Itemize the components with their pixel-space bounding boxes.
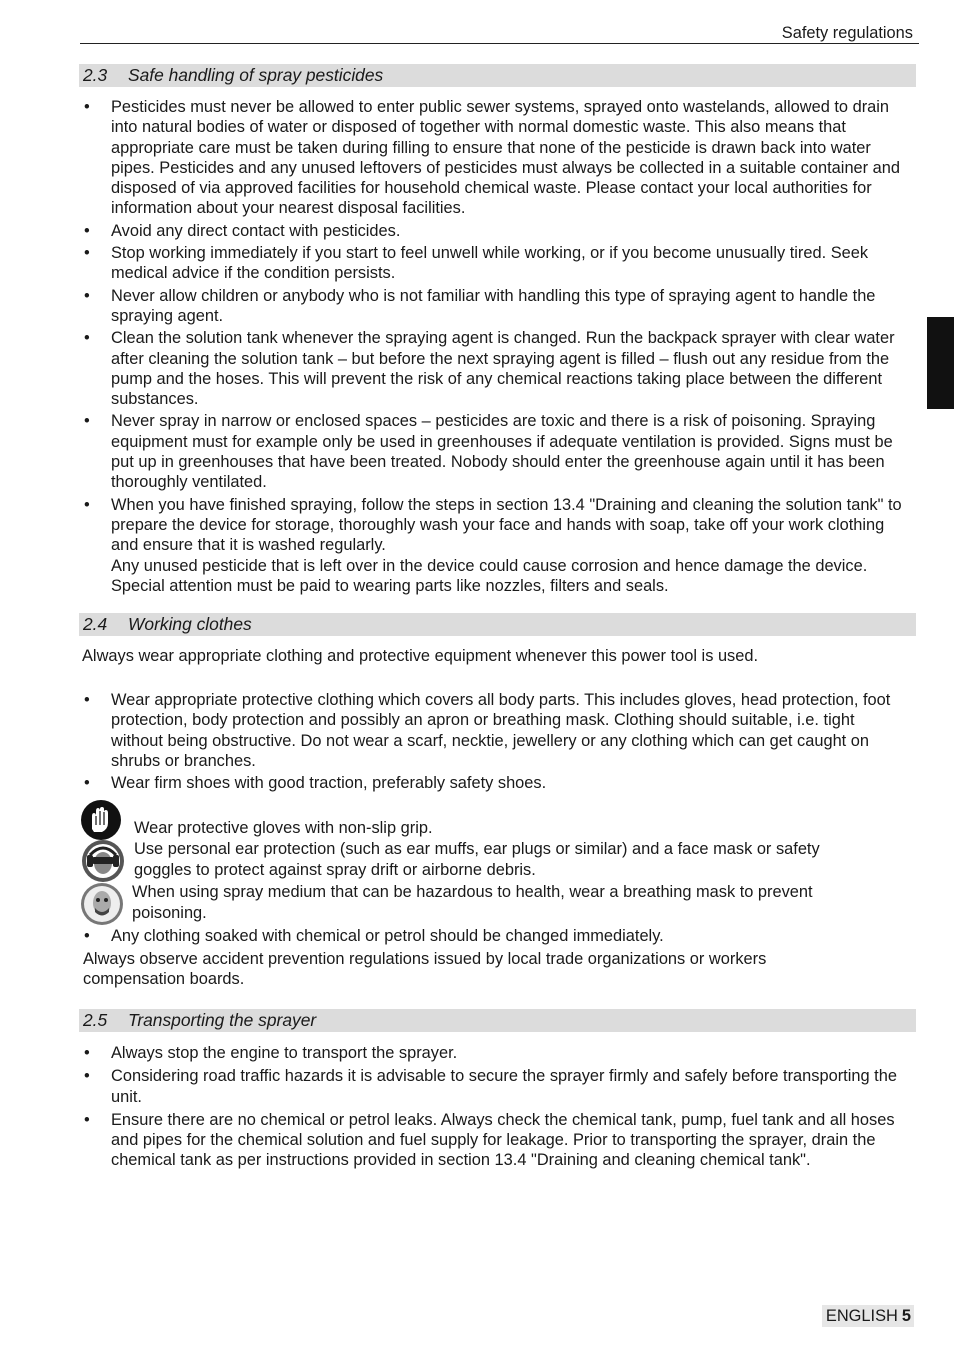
intro-paragraph: Always wear appropriate clothing and protective equipment whenever this power tool is used. [82, 647, 759, 665]
list-item: • Ensure there are no chemical or petrol leaks. Always check the chemical tank, pump, fuel tank and all hoses and pipes for the chemical solution and fuel supply for leakage. Prior to transporting the sprayer, drain the chemical tank as per instructions provided in section 13.4 "Draining and cleaning chemical tank". [84, 1110, 895, 1170]
list-item: • Never spray in narrow or enclosed spaces – pesticides are toxic and there is a risk of poisoning. Spraying equipment must for example only be used in greenhouses if adequate ventilation is provided. Signs must be put up in greenhouses that have been treated. Nobody should enter the greenhouse again until it has been thoroughly ventilated. [84, 412, 893, 492]
breathing-mask-icon [80, 882, 124, 931]
list-item: • Stop working immediately if you start to feel unwell while working, or if you become unusually tired. Seek medical advice if the condition persists. [84, 244, 869, 283]
footer-language: ENGLISH [825, 1307, 898, 1325]
list-item: • Never allow children or anybody who is not familiar with handling this type of spraying agent to handle the spraying agent. [84, 286, 876, 325]
section-title: Safe handling of spray pesticides [128, 65, 384, 85]
page-footer [822, 1305, 914, 1327]
list-item: • Clean the solution tank whenever the spraying agent is changed. Run the backpack sprayer with clear water after cleaning the solution tank – but before the next spraying agent is filled – flush out any residue from the pump and the hoses. This will prevent the risk of any chemical reactions taking place between the different substances. [84, 329, 895, 409]
list-item: • Wear appropriate protective clothing which covers all body parts. This includes gloves, head protection, foot protection, body protection and possibly an apron or breathing mask. Clothing should suitable, i.e. tight without being obstructive. Do not wear a scarf, necktie, jewellery or any clothing which can get caught on shrubs or branches. [84, 691, 891, 770]
list-item: • When you have finished spraying, follow the steps in section 13.4 "Draining and cleaning the solution tank" to prepare the device for storage, thoroughly wash your face and hands with soap, take off your work clothing and ensure that it is washed regularly. Any unused pesticide that is left over in the device could cause corrosion and hence damage the device. Special attention must be paid to wearing parts like nozzles, filters and seals. [79, 495, 915, 596]
instruction-text: poisoning. [132, 904, 207, 922]
pesticide-bullet-list [79, 97, 915, 598]
section-heading-2-5 [79, 1009, 916, 1032]
clothing-bullet-list [79, 690, 909, 795]
list-item: • Wear firm shoes with good traction, preferably safety shoes. [84, 774, 547, 793]
list-item: • Pesticides must never be allowed to enter public sewer systems, sprayed onto wastelands, allowed to drain into natural bodies of water or disposed of together with normal domestic waste. This also means that appropriate care must be taken during filling to ensure that none of the pesticide is drawn back into water pipes. Pesticides and any unused leftovers of pesticides must always be collected in a suitable container and disposed of via approved facilities for household chemical waste. Please contact your local authorities for information about your nearest disposal facilities. [84, 98, 901, 218]
page-number: 5 [901, 1307, 911, 1325]
section-number: 2.4 [83, 614, 108, 634]
clothing-bullet-list-2 [79, 926, 919, 948]
section-heading-2-4 [79, 613, 916, 636]
list-item: • Considering road traffic hazards it is advisable to secure the sprayer firmly and safely before transporting the unit. [84, 1067, 897, 1106]
section-heading-2-3 [79, 64, 916, 87]
running-header: Safety regulations [781, 24, 913, 42]
transport-bullet-list [79, 1043, 915, 1173]
section-title: Transporting the sprayer [128, 1010, 317, 1030]
list-item-continuation: Any unused pesticide that is left over in the device could cause corrosion and hence damage the device. Special attention must be paid to wearing parts like nozzles, filters and seals. [111, 556, 868, 595]
instruction-text: goggles to protect against spray drift or airborne debris. [134, 861, 536, 879]
instruction-text: When using spray medium that can be hazardous to health, wear a breathing mask to prevent [132, 883, 813, 901]
instruction-text: Wear protective gloves with non-slip grip. [134, 819, 433, 837]
list-item: • Always stop the engine to transport the sprayer. [84, 1044, 458, 1062]
section-number: 2.5 [83, 1010, 108, 1030]
ear-eye-protection-icon [80, 839, 126, 888]
section-number: 2.3 [83, 65, 108, 85]
list-item: • Avoid any direct contact with pesticides. [84, 221, 401, 240]
list-item: • Any clothing soaked with chemical or petrol should be changed immediately. [84, 927, 664, 945]
instruction-text: Use personal ear protection (such as ear muffs, ear plugs or similar) and a face mask or safety [134, 840, 820, 858]
header-rule [80, 43, 919, 44]
closing-paragraph: Always observe accident prevention regulations issued by local trade organizations or workers compensation boards. [83, 950, 767, 989]
section-title: Working clothes [128, 614, 252, 634]
chapter-thumb-tab [927, 317, 954, 409]
